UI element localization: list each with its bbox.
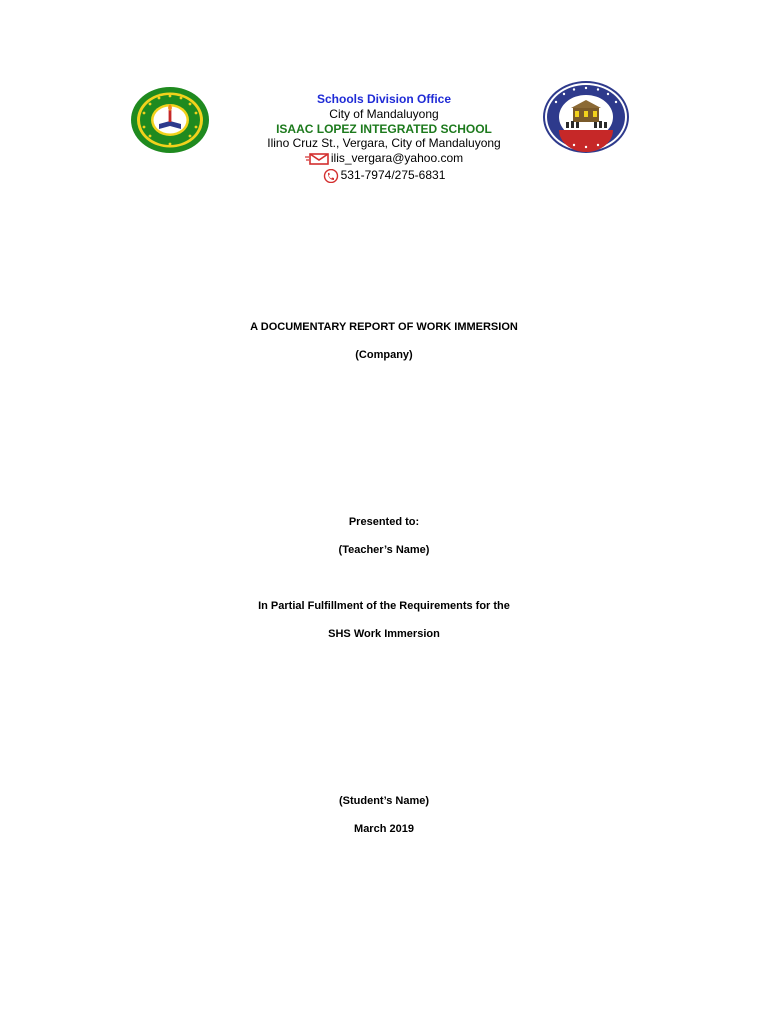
email-address: ilis_vergara@yahoo.com bbox=[330, 151, 464, 166]
phone-icon bbox=[323, 169, 339, 183]
city-name: City of Mandaluyong bbox=[329, 106, 439, 121]
report-title: A DOCUMENTARY REPORT OF WORK IMMERSION bbox=[250, 321, 518, 333]
teacher-name-placeholder: (Teacher’s Name) bbox=[338, 544, 430, 556]
student-name-placeholder: (Student’s Name) bbox=[338, 795, 430, 807]
phone-number: 531-7974/275-6831 bbox=[340, 168, 446, 183]
school-name: ISAAC LOPEZ INTEGRATED SCHOOL bbox=[276, 121, 492, 136]
fulfillment-statement: In Partial Fulfillment of the Requirements for the bbox=[258, 600, 510, 612]
school-address: Ilino Cruz St., Vergara, City of Mandaluyong bbox=[267, 136, 501, 151]
company-placeholder: (Company) bbox=[355, 349, 413, 361]
envelope-icon bbox=[305, 153, 329, 165]
office-name: Schools Division Office bbox=[316, 92, 452, 106]
report-date: March 2019 bbox=[354, 823, 414, 835]
school-seal-logo bbox=[130, 86, 210, 154]
presented-to-label: Presented to: bbox=[348, 516, 420, 528]
email-line bbox=[200, 151, 568, 168]
letterhead bbox=[200, 92, 568, 187]
phone-line bbox=[200, 168, 568, 186]
division-seal-logo bbox=[542, 80, 630, 154]
course-name: SHS Work Immersion bbox=[328, 628, 440, 640]
